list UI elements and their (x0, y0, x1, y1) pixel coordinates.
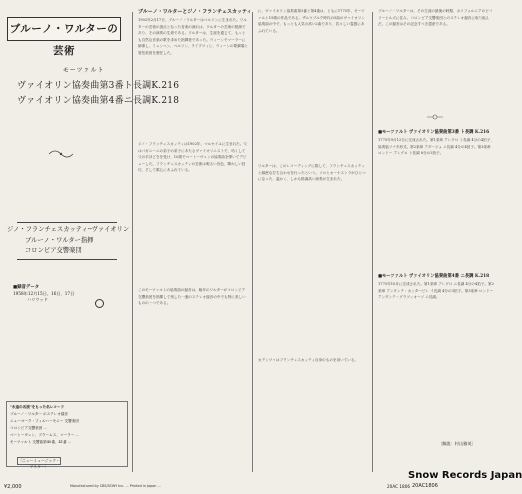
body-paragraph: 1902年2月17日、ブルーノ・ワルターはベルリンに生まれた。ワルターの芸術の頂点となった音楽の流れは、ワルターの芸術の根源であり、その演奏の生命である。ワルターは、生涯を通じて、もっとも自然な音楽の歌を求めた指揮者であった。ウィーンでマーラーに師事し、ミュンヘン、ベルリン、ライプツィヒ、ウィーンの歌劇場と管弦楽団を歴任した。 (138, 18, 249, 55)
manufacturer-line: Manufactured by CBS/SONY Inc. ... Printed in Japan ... (70, 484, 161, 488)
ornament-divider (47, 149, 75, 159)
section-heading: ■モーツァルト ヴァイオリン協奏曲第3番 ト長調 K.216 (378, 130, 490, 135)
body-paragraph: ワルターは、このレコーディングに際して、フランチェスカッティと綿密な打ち合わせを行ったという。ソロとオーケストラがひとつになった、温かく、しかも格調高い演奏が生まれた。 (258, 164, 366, 181)
promo-line: コロンビア交響楽団 ... (10, 426, 47, 430)
watermark-text: Snow Records Japan (408, 470, 522, 481)
work-title-1: ヴァイオリン協奏曲第3番ト長調K.216 (17, 81, 180, 91)
promo-line: モーツァルト 交響曲第40番、41番 ... (10, 440, 72, 444)
column-heading: ブルーノ・ワルターとジノ・フランチェスカッティ (138, 9, 252, 15)
promo-box (6, 401, 128, 467)
watermark-subtext: 20AC1806 (412, 483, 438, 489)
cbs-logo-icon (95, 299, 104, 308)
body-paragraph: 1775年10月に完成された。第1楽章 アレグロ ニ長調 4分の4拍子。第2楽章 アンダンテ・カンタービレ イ長調 4分の3拍子。第3楽章 ロンドー アンダンテ・グラツィオーソ ニ長調。 (378, 282, 494, 299)
recording-date: 1958年12月15日、16日、17日 (13, 291, 75, 296)
performer-soloist: ジノ・フランチェスカッティ─ヴァイオリン (7, 226, 130, 233)
performer-orchestra: コロンビア交響楽団 (25, 247, 82, 254)
body-paragraph: このモーツァルトの協奏曲の録音は、晩年のワルターがコロンビア交響楽団を指揮して残した一連のステレオ録音の中でも特に美しいものの一つである。 (138, 288, 246, 305)
body-paragraph: ジノ・フランチェスカッティは1902年、マルセイユに生まれた。父はパガニーニの弟子の弟子にあたるヴァイオリニストで、幼くして父の手ほどきを受け、10歳でベートーヴェンの協奏曲を弾いてデビューした。フランチェスカッティの芸術は明るい音色、輝かしい技巧、そして歌心にあふれている。 (138, 142, 247, 172)
promo-line: ブルーノ・ワルター のステレオ録音 (10, 412, 69, 416)
performers-bottom-rule (17, 259, 117, 260)
performers-block (7, 225, 130, 257)
commentary-signature: 〔解説：村山雅英〕 (438, 441, 476, 446)
column-rule (252, 12, 253, 472)
price-label: ¥2,000 (4, 484, 22, 490)
performer-conductor: ブルーノ・ワルター指揮 (25, 236, 94, 244)
performers-top-rule (17, 222, 117, 223)
promo-line: ニューヨーク・フィルハーモニー 交響楽団 (10, 419, 79, 423)
recording-data-heading: ■録音データ (13, 285, 40, 290)
section-heading: ■モーツァルト ヴァイオリン協奏曲第4番 ニ長調 K.218 (378, 274, 490, 279)
promo-line: "永遠の名演"をもった名レコード (10, 405, 65, 409)
promo-label-box: 〔ニューミュージック・マスター〕 (18, 458, 60, 469)
ornament-icon (426, 113, 444, 121)
text-column-1 (138, 5, 252, 470)
composer-name: モーツァルト (63, 67, 105, 74)
left-panel (3, 3, 180, 481)
body-paragraph: に、ヴァイオリン協奏曲第3番と第4番は、ともに1775年、モーツァルト19歳の作品である。ザルツブルク時代の5曲のヴァイオリン協奏曲の中で、もっとも人気の高い2曲であり、若々しい霊感にあふれている。 (258, 9, 365, 33)
series-title: ブルーノ・ワルターの芸術 (7, 17, 121, 41)
column-rule (132, 12, 133, 472)
body-paragraph: ブルーノ・ワルターは、その生涯の最後の時期、カリフォルニアのビバリーヒルズに住み、コロンビア交響楽団とのステレオ録音に取り組んだ。この録音はその記念すべき遺産である。 (378, 9, 493, 26)
text-column-2 (258, 5, 368, 470)
work-title-2: ヴァイオリン協奏曲第4番ニ長調K.218 (17, 96, 180, 106)
recording-place: ハリウッド (27, 297, 48, 302)
text-column-3 (378, 5, 494, 470)
body-paragraph: カデンツァはフランチェスカッティ自身のものを用いている。 (258, 358, 359, 362)
promo-line: ベートーヴェン、ブラームス、マーラー ... (10, 433, 79, 437)
recording-data (13, 285, 74, 303)
column-rule (372, 12, 373, 472)
body-paragraph: 1775年9月12日に完成された。第1楽章 アレグロ ト長調 4分の4拍子、協奏風ソナタ形式。第2楽章 アダージョ ニ長調 4分の4拍子。第3楽章 ロンドー アレグロ ト長調 8分の3拍子。 (378, 138, 494, 155)
catalog-number: 20AC 1806 (387, 484, 411, 489)
